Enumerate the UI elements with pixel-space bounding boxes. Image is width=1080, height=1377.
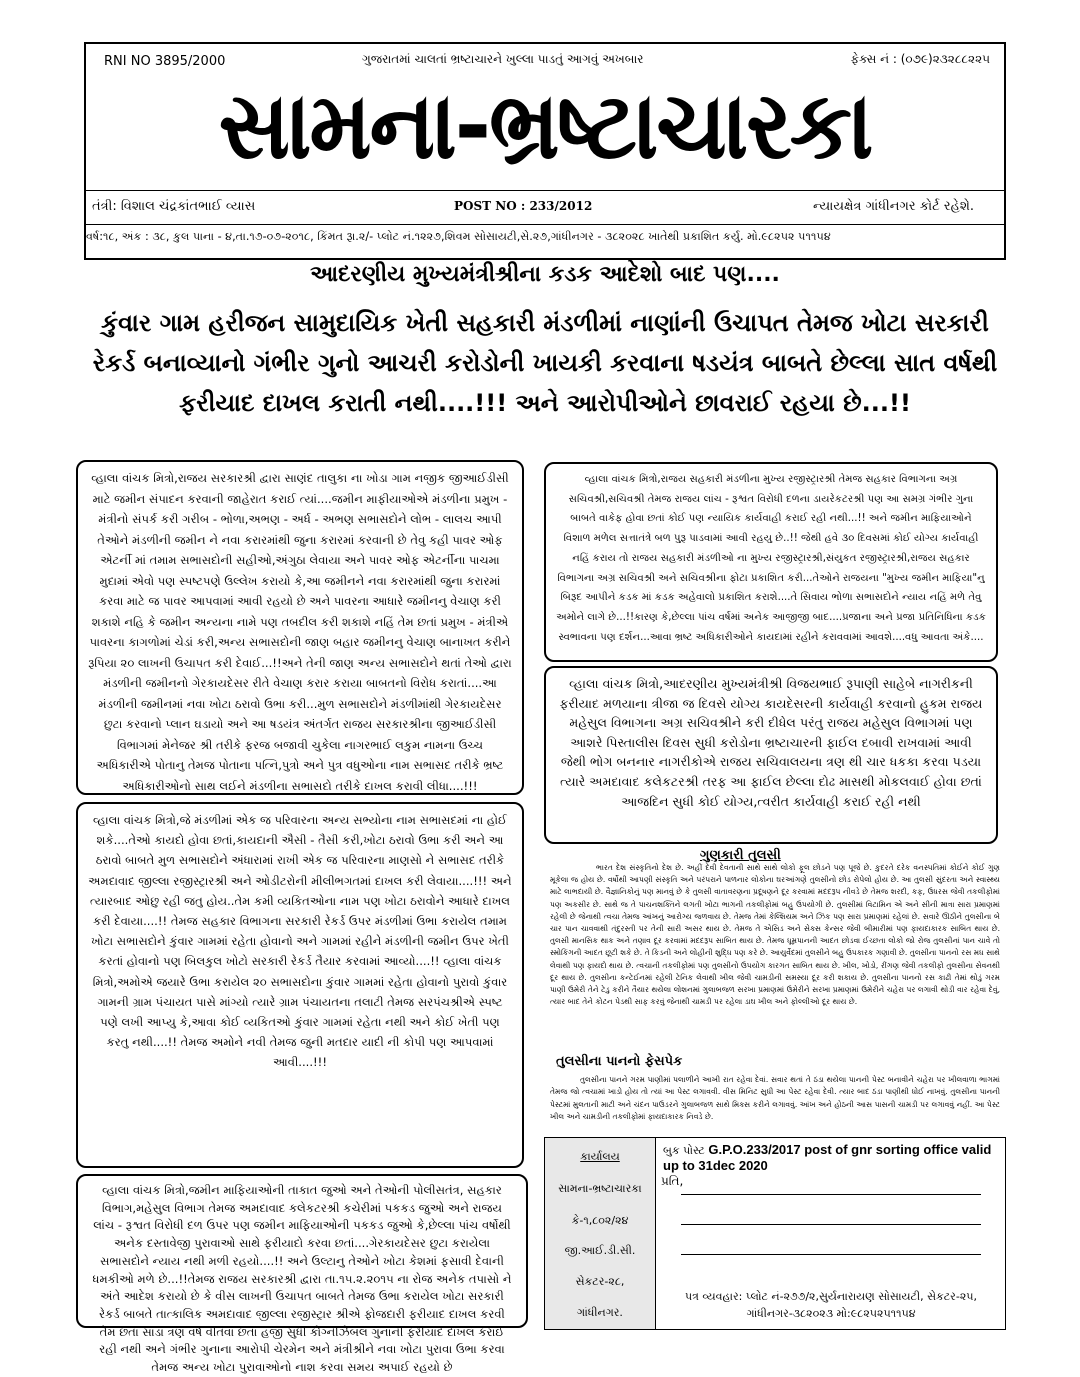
office-label: કે-૧,૮૦૨/૨૪ (571, 1214, 629, 1227)
address-line-1: પત્ર વ્યવહાર: પ્લોટ નં-૨૭૭/૨,સુર્યનારાયણ સોસાયટી, સેકટર-૨૫, (684, 1290, 978, 1303)
book-post-text: G.P.O.233/2017 post of gnr sorting office valid up to 31dec 2020 (663, 1142, 992, 1173)
office-label: ગાંધીનગર. (577, 1306, 623, 1319)
post-number: POST NO : 233/2012 (454, 199, 593, 213)
article-box-4: વ્હાલા વાંચક મિત્રો,રાજય સહકારી મંડળીના મુખ્ય રજીસ્ટ્રારશ્રી તેમજ સહકાર વિભાગના અગ્ર સચિવશ્રી,સચિવશ્રી તેમજ રાજય લાંચ - રૂશ્વત વિરોધી દળના ડાયરેકટરશ્રી પણ આ સમગ્ર ગંભીર ગુના બાબતે વાકેફ હોવા છતાં કોઈ પણ ન્યાયિક કાર્યવાહી કરાઈ રહી નથી...!! અને જમીન માફિયાઓને વિશાળ મળેલ સત્તાતંત્રે બળ પુરૂ પાડવામાં આવી રહયુ છે..!! જેથી હવે ૩૦ દિવસમાં કોઈ યોગ્ય કાર્યવાહી નહિં કરાય તો રાજય સહકારી મંડળીઓ ના મુખ્ય રજીસ્ટ્રારશ્રી,સંયુકત રજીસ્ટ્રારશ્રી,રાજય સહકાર વિભાગના અગ્ર સચિવશ્રી અને સચિવશ્રીના ફોટા પ્રકાશિત કરી...તેઓને રાજયના "મુખ્ય જમીન માફિયા"નુ બિરૂદ આપીને કડક માં કડક અહેવાલો પ્રકાશિત કરાશે....તે સિવાય ભોળા સભાસદોને ન્યાય નહિં મળે તેવુ અમોને લાગે છે...!!કારણ કે,છેલ્લા પાંચ વર્ષમાં અનેક આજીજી બાદ....પ્રજાના અને પ્રજા પ્રતિનિધિના કડક સ્વભાવના પણ દર્શન...આવા ભ્રષ્ટ અધિકારીઓને કાયદામાં રહીને કરાવવામાં આવશે....વધુ આવતા અંકે.... (544, 462, 998, 662)
editor-name: તંત્રી: વિશાલ ચંદ્રકાંતભાઈ વ્યાસ (92, 199, 256, 214)
book-post-header (663, 1142, 1003, 1173)
tulsi-heading: ગુણકારી તુલસી (700, 848, 781, 863)
office-label: સેકટર-૨૮, (575, 1275, 625, 1288)
newspaper-title: સામના-ભ્રષ્ટાચારકા (218, 71, 872, 180)
article-box-3: વ્હાલા વાંચક મિત્રો,જમીન માફિયાઓની તાકાત જુઓ અને તેઓની પોલીસતંત્ર, સહકાર વિભાગ,મહેસુલ વિભાગ તેમજ અમદાવાદ કલેકટરશ્રી કચેરીમાં પકકડ જુઓ અને રાજય લાંચ - રૂશ્વત વિરોધી દળ ઉપર પણ જમીન માફિયાઓની પકકડ જુઓ કે,છેલ્લા પાંચ વર્ષોથી અનેક દસ્તાવેજી પુરાવાઓ સાથે ફરીયાદો કરવા છતાં....ગેરકાયદેસર છુટા કરાયેલા સભાસદોને ન્યાય નથી મળી રહયો....!! અને ઉલ્ટાનુ તેઓને ખોટા કેશમાં ફસાવી દેવાની ધમકીઓ મળે છે...!!તેમજ રાજય સરકારશ્રી દ્વારા તા.૧૫.૨.૨૦૧૫ ના રોજ અનેક તપાસો ને અંતે આદેશ કરાયો છે કે વીસ લાખની ઉચાપત બાબતે તેમજ ઉભા કરાયેલ ખોટા સરકારી રેકર્ડ બાબતે તાત્કાલિક અમદાવાદ જીલ્લા રજીસ્ટ્રાર શ્રીએ ફોજદારી ફરીયાદ દાખલ કરવી તેમ છતાં સાડા ત્રણ વર્ષ વીતવા છતાં હજી સુધી કોગ્નીઝેબલ ગુનાની ફરીયાદ દાખલ કરાઈ રહી નથી અને ગંભીર ગુનાના આરોપી ચેરમેન અને મંત્રીશ્રીને નવા ખોટા પુરાવા ઉભા કરવા તેમજ અન્ય ખોટા પુરાવાઓનો નાશ કરવા સમય અપાઈ રહયો છે (76, 1174, 528, 1328)
headline-main: કુંવાર ગામ હરીજન સામુદાયિક ખેતી સહકારી મંડળીમાં નાણાંની ઉચાપત તેમજ ખોટા સરકારી રેકર્ડ બનાવ્યાનો ગંભીર ગુનો આચરી કરોડોની ખાયકી કરવાના ષડયંત્ર બાબતે છેલ્લા સાત વર્ષથી ફરીયાદ દાખલ કરાતી નથી....!!! અને આરોપીઓને છાવરાઈ રહયા છે...!! (92, 309, 998, 417)
jurisdiction: ન્યાયક્ષેત્ર ગાંધીનગર કોર્ટ રહેશે. (812, 199, 974, 214)
tagline: ગુજરાતમાં ચાલતાં ભ્રષ્ટાચારને ખુલ્લા પાડતું આગવું અખબાર (362, 52, 644, 66)
tulsi-facepack-body: તુલસીના પાનને ગરમ પાણીમાં પલાળીને આખી રાત રહેવા દેવાં. સવાર થતાં તે ઠંડા થયેલા પાનની પેસ્ટ બનાવીને ચહેરા પર ખીલવાળા ભાગમાં તેમજ જો ત્વચામાં ખાડો હોય તો ત્યાં આ પેસ્ટ લગાવવી. વીસ મિનિટ સુધી આ પેસ્ટ રહેવા દેવી. ત્યાર બાદ ઠંડા પાણીથી ધોઈ નાખવું. તુલસીના પાનની પેસ્ટમાં મુલતાની માટી અને ચંદન પાઉડરને ગુલાબજળ સાથે મિક્સ કરીને લગાવવું. આંખ અને હોઠની આસ પાસની ચામડી પર લગાવવું નહીં. આ પેસ્ટ ખીલ અને ચામડીની તકલીફોમાં ફાયદાકારક નિવડે છે. (550, 1075, 1000, 1122)
divider (86, 224, 1004, 225)
masthead-info-row (86, 196, 1004, 220)
office-label: સામના-ભ્રષ્ટાચારકા (558, 1182, 642, 1195)
office-label: જી.આઈ.ડી.સી. (564, 1244, 636, 1257)
article-box-5: વ્હાલા વાંચક મિત્રો,આદરણીય મુખ્યમંત્રીશ્રી વિજયભાઈ રૂપાણી સાહેબે નાગરીકની ફરીયાદ મળયાના ત્રીજા જ દિવસે યોગ્ય કાયદેસરની કાર્યવાહી કરવાનો હુકમ રાજય મહેસુલ વિભાગના અગ્ર સચિવશ્રીને કરી દીધેલ પરંતુ રાજય મહેસુલ વિભાગમાં પણ આશરે પિસ્તાલીસ દિવસ સુધી કરોડોના ભ્રષ્ટાચારની ફાઈલ દબાવી રાખવામાં આવી જેથી ભોગ બનનાર નાગરીકોએ રાજય સચિવાલયના ત્રણ થી ચાર ધકકા કરવા પડયા ત્યારે અમદાવાદ કલેકટરશ્રી તરફ આ ફાઈલ છેલ્લા દોઢ માસથી મોકલવાઈ હોવા છતાં આજદિન સુધી કોઈ યોગ્ય,ત્વરીત કાર્યવાહી કરાઈ રહી નથી (544, 666, 998, 844)
address-line (681, 1254, 981, 1255)
tulsi-subheading: તુલસીના પાનનો ફેસપેક (556, 1054, 683, 1069)
headline-kicker: આદરણીય મુખ્યમંત્રીશ્રીના કડક આદેશો બાદ પણ.... (310, 262, 780, 287)
issue-line: વર્ષ:૧૮, અંક : ૩૮, કુલ પાના - ૪,તા.૧૭-૦૭-૨૦૧૮, કિંમત રૂા.૨/- પ્લોટ નં.૧૨૨૭,શિવમ સોસાયટી,સે.૨૭,ગાંધીનગર - ૩૮૨૦૨૮ ખાતેથી પ્રકાશિત કર્યુ. મો.૯૮૨૫૨ ૫૧૧૫૪ (86, 230, 831, 243)
office-label: કાર્યાલય (580, 1150, 620, 1163)
divider (86, 190, 1004, 191)
address-line-2: ગાંધીનગર-૩૮૨૦૨૩ મો:૯૮૨૫૨૫૧૧૫૪ (746, 1307, 916, 1320)
address-line (681, 1224, 981, 1225)
rni-number: RNI NO 3895/2000 (104, 54, 226, 69)
office-address-box (544, 1137, 1006, 1330)
prati-label: પ્રતિ, (661, 1174, 684, 1188)
address-line (681, 1194, 981, 1195)
fax-number: ફેક્સ નં : (૦૭૯)૨૩૨૮૮૨૨૫ (850, 52, 990, 66)
article-box-2: વ્હાલા વાંચક મિત્રો,જે મંડળીમાં એક જ પરિવારના અન્ય સભ્યોના નામ સભાસદમાં ના હોઈ શકે....તેઓ કાયદો હોવા છતાં,કાયદાની ઐસી - તૈસી કરી,ખોટા ઠરાવો ઉભા કરી અને આ ઠરાવો બાબતે મુળ સભાસદોને અંધારામાં રાખી એક જ પરિવારના માણસો ને સભાસદ તરીકે અમદાવાદ જીલ્લા રજીસ્ટ્રારશ્રી અને ઓડીટરોની મીલીભગતમાં દાખલ કરી લેવાયા....!!! અને ત્યારબાદ ઓછુ રહી જતુ હોય..તેમ કમી વ્યકિતઓના નામ પણ ખોટા ઠરાવોને આધારે દાખલ કરી દેવાયા....!! તેમજ સહકાર વિભાગના સરકારી રેકર્ડ ઉપર મંડળીમાં ઉભા કરાયેલ તમામ ખોટા સભાસદોને કુંવાર ગામમાં રહેતા હોવાનો અને ગામમાં રહીને મંડળીની જમીન ઉપર ખેતી કરતાં હોવાનો પણ બિલકુલ ખોટો સરકારી રેકર્ડ તૈયાર કરવામાં આવ્યો....!! વ્હાલા વાંચક મિત્રો,અમોએ જયારે ઉભા કરાયેલ ૨૦ સભાસદોના કુંવાર ગામમાં રહેતા હોવાનો પુરાવો કુંવાર ગામની ગ્રામ પંચાયત પાસે માંગ્યો ત્યારે ગ્રામ પંચાયતના તલાટી તેમજ સરપંચશ્રીએ સ્પષ્ટ પણે લખી આપ્યુ કે,આવા કોઈ વ્યકિતઓ કુંવાર ગામમાં રહેતા નથી અને કોઈ ખેતી પણ કરતુ નથી....!! તેમજ અમોને નવી તેમજ જુની મતદાર યાદી ની કોપી પણ આપવામાં આવી....!!! (76, 802, 524, 1168)
correspondence-address (661, 1288, 1001, 1322)
article-box-1: વ્હાલા વાંચક મિત્રો,રાજય સરકારશ્રી દ્વારા સાણંદ તાલુકા ના ખોડા ગામ નજીક જીઆઈડીસી માટે જમીન સંપાદન કરવાની જાહેરાત કરાઈ ત્યાં....જમીન માફીયાઓએ મંડળીના પ્રમુખ - મંત્રીનો સંપર્ક કરી ગરીબ - ભોળા,અભણ - અર્ધ - અભણ સભાસદોને લોભ - લાલચ આપી તેઓને મંડળીની જમીન ને નવા કરારમાંથી જુના કરારમાં કરવાની છે તેવુ કહી પાવર ઓફ એટર્ની માં તમામ સભાસદોની સહીઓ,અંગુઠા લેવાયા અને પાવર ઓફ એટર્નીના પાચમા મુદામાં એવો પણ સ્પષ્ટપણે ઉલ્લેખ કરાયો કે,આ જમીનને નવા કરારમાંથી જુના કરારમાં કરવા માટે જ પાવર આપવામાં આવી રહયો છે અને પાવરના આધારે જમીનનુ વેચાણ કરી શકાશે નહિ કે જમીન અન્યના નામે પણ તબદીલ કરી શકાશે નહિં તેમ છતાં પ્રમુખ - મંત્રીએ પાવરના કાગળોમાં ચેડાં કરી,અન્ય સભાસદોની જાણ બહાર જમીનનુ વેચાણ બાનાખત કરીને રૂપિયા ૨૦ લાખની ઉચાપત કરી દેવાઈ...!!અને તેની જાણ અન્ય સભાસદોને થતાં તેઓ દ્વારા મંડળીની જમીનનો ગેરકાયદેસર રીતે વેચાણ કરાર કરાયા બાબતનો વિરોધ કરાતાં....આ મંડળીની જમીનમાં નવા ખોટા ઠરાવો ઉભા કરી...મુળ સભાસદોને મંડળીમાંથી ગેરકાયદેસર છુટા કરવાનો પ્લાન ઘડાયો અને આ ષડયંત્ર અંતર્ગત રાજય સરકારશ્રીના જીઆઈડીસી વિભાગમાં મેનેજર શ્રી તરીકે ફરજ બજાવી ચુકેલા નાગરભાઈ લકુમ નામના ઉચ્ચ અધિકારીએ પોતાનુ તેમજ પોતાના પત્નિ,પુત્રો અને પુત્ર વધુઓના નામ સભાસદ તરીકે ભ્રષ્ટ અધિકારીઓનો સાથ લઈને મંડળીના સભાસદો તરીકે દાખલ કરાવી લીધા....!!! (76, 460, 524, 795)
office-label-column (545, 1138, 656, 1329)
tulsi-body: ભારત દેશ સંસ્કૃતિનો દેશ છે. અહીં દેવી દેવતાની સાથે સાથે લોકો ફૂલ છોડને પણ પૂજે છે. કુદરતે દરેક વનસ્પતિમાં કોઈને કોઈ ગુણ મૂકેલા જ હોય છે. વર્ષોથી આપણી સંસ્કૃતિ અને પરંપરાને પાળનાર લોકોના ઘરઆંગણે તુલસીનો છોડ રોપેલો હોય છે. આ તુલસી સુંદરતા અને સ્વાસ્થ્ય માટે લાભદાયી છે. વૈજ્ઞાનિકોનું પણ માનવું છે કે તુલસી વાતાવરણના પ્રદૂષણને દૂર કરવામાં મદદરૂપ નીવડે છે તેમજ શરદી, કફ, ઉધરસ જેવી તકલીફોમાં પણ અકસીર છે. સાથે જ તે પાચનશક્તિને લગતી ખોટા ભાગની તકલીફોમાં બહુ ઉપયોગી છે. તુલસીમાં વિટામિન એ અને સીની માત્રા સારા પ્રમાણમાં રહેલી છે જેનાથી ત્વચા તેમજ આંખનું આરોગ્ય જળવાય છે. તેમજ તેમાં કેલ્શિયમ અને ઝિંક પણ સારા પ્રમાણમાં રહેલાં છે. સવારે ઊઠીને તુલસીના બે ચાર પાન ચાવવાથી તંદુરસ્તી પર તેની સારી અસર થાય છે. તેમજ તે એસિડ અને સેક્સ કેન્સર જેવી બીમારીમાં પણ ફાયદાકારક સાબિત થાય છે. તુલસી માનસિક થાક અને તણાવ દૂર કરવામાં મદદરૂપ સાબિત થાય છે. તેમજ ધૂમ્રપાનની આદત છોડવા ઈચ્છતા લોકો જો રોજ તુલસીનાં પાન ચાવે તો સ્મોકિંગની આદત છૂટી શકે છે. તે કિડની અને લોહીની શુદ્ધિ પણ કરે છે. આયુર્વેદમાં તુલસીને બહુ ઉપકારક ગણાવી છે. તુલસીના પાનનો રસ મધ સાથે લેવાથી પણ ફાયદો થાય છે. ત્વચાની તકલીફોમાં પણ તુલસીનો ઉપયોગ કારગત સાબિત થાય છે. ખીલ, ખોડો, રીંગણ જેવી તકલીફો તુલસીના સેવનથી દૂર થાય છે. તુલસીના કન્ટેઈનમાં રહેલી ટેનિક લેવાથી ખીલ જેવી ચામડીની સમસ્યા દૂર કરી શકાય છે. તુલસીના પાનનો રસ કાઢી તેમાં થોડું ગરમ પાણી ઉમેરી તેને ટેડુ કરીને તૈયાર થયેલા લોશનમાં ગુલાબજળ સરખા પ્રમાણમાં ઉમેરીને સરખા પ્રમાણમાં ઉમેરીને ચહેરા પર લગાવી થોડી વાર રહેવા દેવું, ત્યાર બાદ તેને કોટન પેડથી સાફ કરવું જેનાથી ચામડી પર રહેલા ડાઘ ખીલ અને ફોલ્લીઓ દૂર થાય છે. (550, 863, 1000, 1007)
book-post-prefix: બુક પોસ્ટ (663, 1144, 705, 1157)
